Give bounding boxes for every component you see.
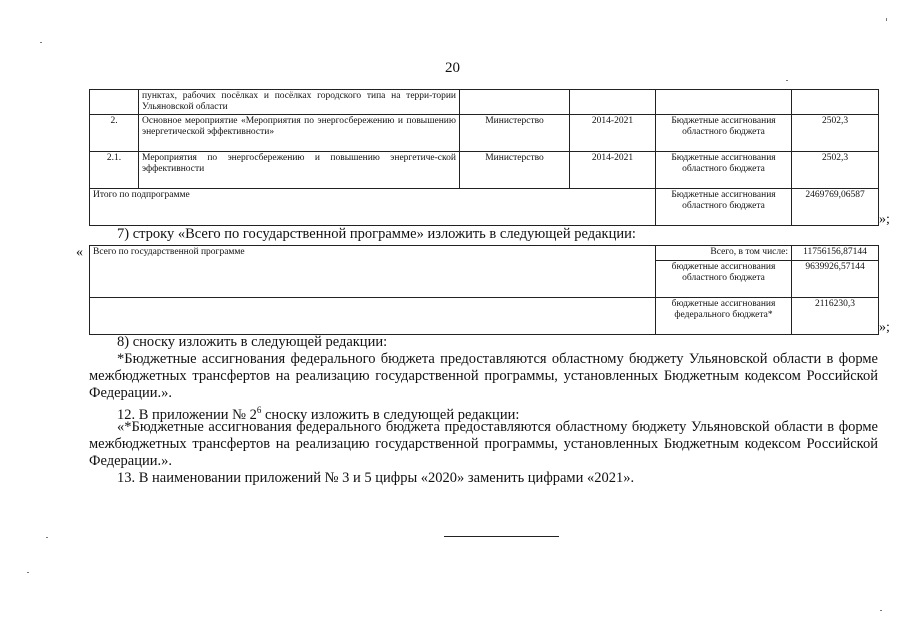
total-program-table (89, 245, 879, 335)
activity-name: пунктах, рабочих посёлках и посёлках городского типа на терри-тории Ульяновской области (139, 90, 460, 115)
page-number: 20 (445, 60, 460, 76)
period: 2014-2021 (570, 152, 656, 189)
activity-name: Мероприятия по энергосбережению и повышению энергетиче-ской эффективности (139, 152, 460, 189)
funding-source (656, 90, 792, 115)
paragraph-item-7: 7) строку «Всего по государственной программе» изложить в следующей редакции: (117, 226, 636, 242)
period (570, 90, 656, 115)
superscript-index: 6 (256, 405, 262, 415)
scan-speck (786, 80, 788, 81)
table-row (90, 298, 879, 335)
closing-quote: »; (879, 320, 890, 335)
paragraph-item-13: 13. В наименовании приложений № 3 и 5 цифры «2020» заменить цифрами «2021». (117, 470, 635, 486)
period: 2014-2021 (570, 115, 656, 152)
subprogram-table (89, 89, 879, 226)
activity-name: Основное мероприятие «Мероприятия по энергосбережению и повышению энергетической эффективности» (139, 115, 460, 152)
empty-cell (90, 298, 656, 335)
closing-quote: »; (879, 212, 890, 227)
executor: Министерство (460, 115, 570, 152)
opening-quote: « (76, 245, 83, 260)
row-number: 2. (90, 115, 139, 152)
end-rule (444, 536, 559, 537)
scan-speck (40, 42, 42, 43)
footnote-text-2: «*Бюджетные ассигнования федерального бюджета предоставляются областному бюджету Ульяновской области в форме межбюджетных трансфертов на реализацию государственной программы, установленных Бюджетным кодексом Российской Федерации.». (89, 419, 878, 469)
amount: 2502,3 (792, 115, 879, 152)
amount: 9639926,57144 (792, 261, 879, 298)
table-row (90, 90, 879, 115)
funding-source: Бюджетные ассигнования областного бюджета (656, 189, 792, 226)
total-label: Итого по подпрограмме (90, 189, 656, 226)
table-row (90, 246, 879, 261)
footnote-text-1: *Бюджетные ассигнования федерального бюджета предоставляются областному бюджету Ульяновской области в форме межбюджетных трансфертов на реализацию государственной программы, установленных Бюджетным кодексом Российской Федерации.». (89, 351, 878, 401)
amount: 11756156,87144 (792, 246, 879, 261)
table-row (90, 115, 879, 152)
funding-source: Бюджетные ассигнования областного бюджета (656, 115, 792, 152)
paragraph-item-8: 8) сноску изложить в следующей редакции: (117, 334, 388, 350)
funding-source: Всего, в том числе: (656, 246, 792, 261)
scan-speck (886, 18, 887, 21)
item-12-text-end: сноску изложить в следующей редакции: (261, 406, 520, 423)
funding-source: бюджетные ассигнования федерального бюджета* (656, 298, 792, 335)
total-label: Всего по государственной программе (90, 246, 656, 298)
funding-source: бюджетные ассигнования областного бюджета (656, 261, 792, 298)
row-number (90, 90, 139, 115)
scan-speck (880, 610, 882, 611)
scan-speck (46, 537, 48, 538)
scan-speck (27, 572, 29, 573)
table-total-row (90, 189, 879, 226)
amount: 2502,3 (792, 152, 879, 189)
amount: 2469769,06587 (792, 189, 879, 226)
funding-source: Бюджетные ассигнования областного бюджета (656, 152, 792, 189)
table-row (90, 152, 879, 189)
row-number: 2.1. (90, 152, 139, 189)
executor (460, 90, 570, 115)
item-12-text: 12. В приложении № 2 (117, 406, 257, 423)
amount: 2116230,3 (792, 298, 879, 335)
executor: Министерство (460, 152, 570, 189)
amount (792, 90, 879, 115)
